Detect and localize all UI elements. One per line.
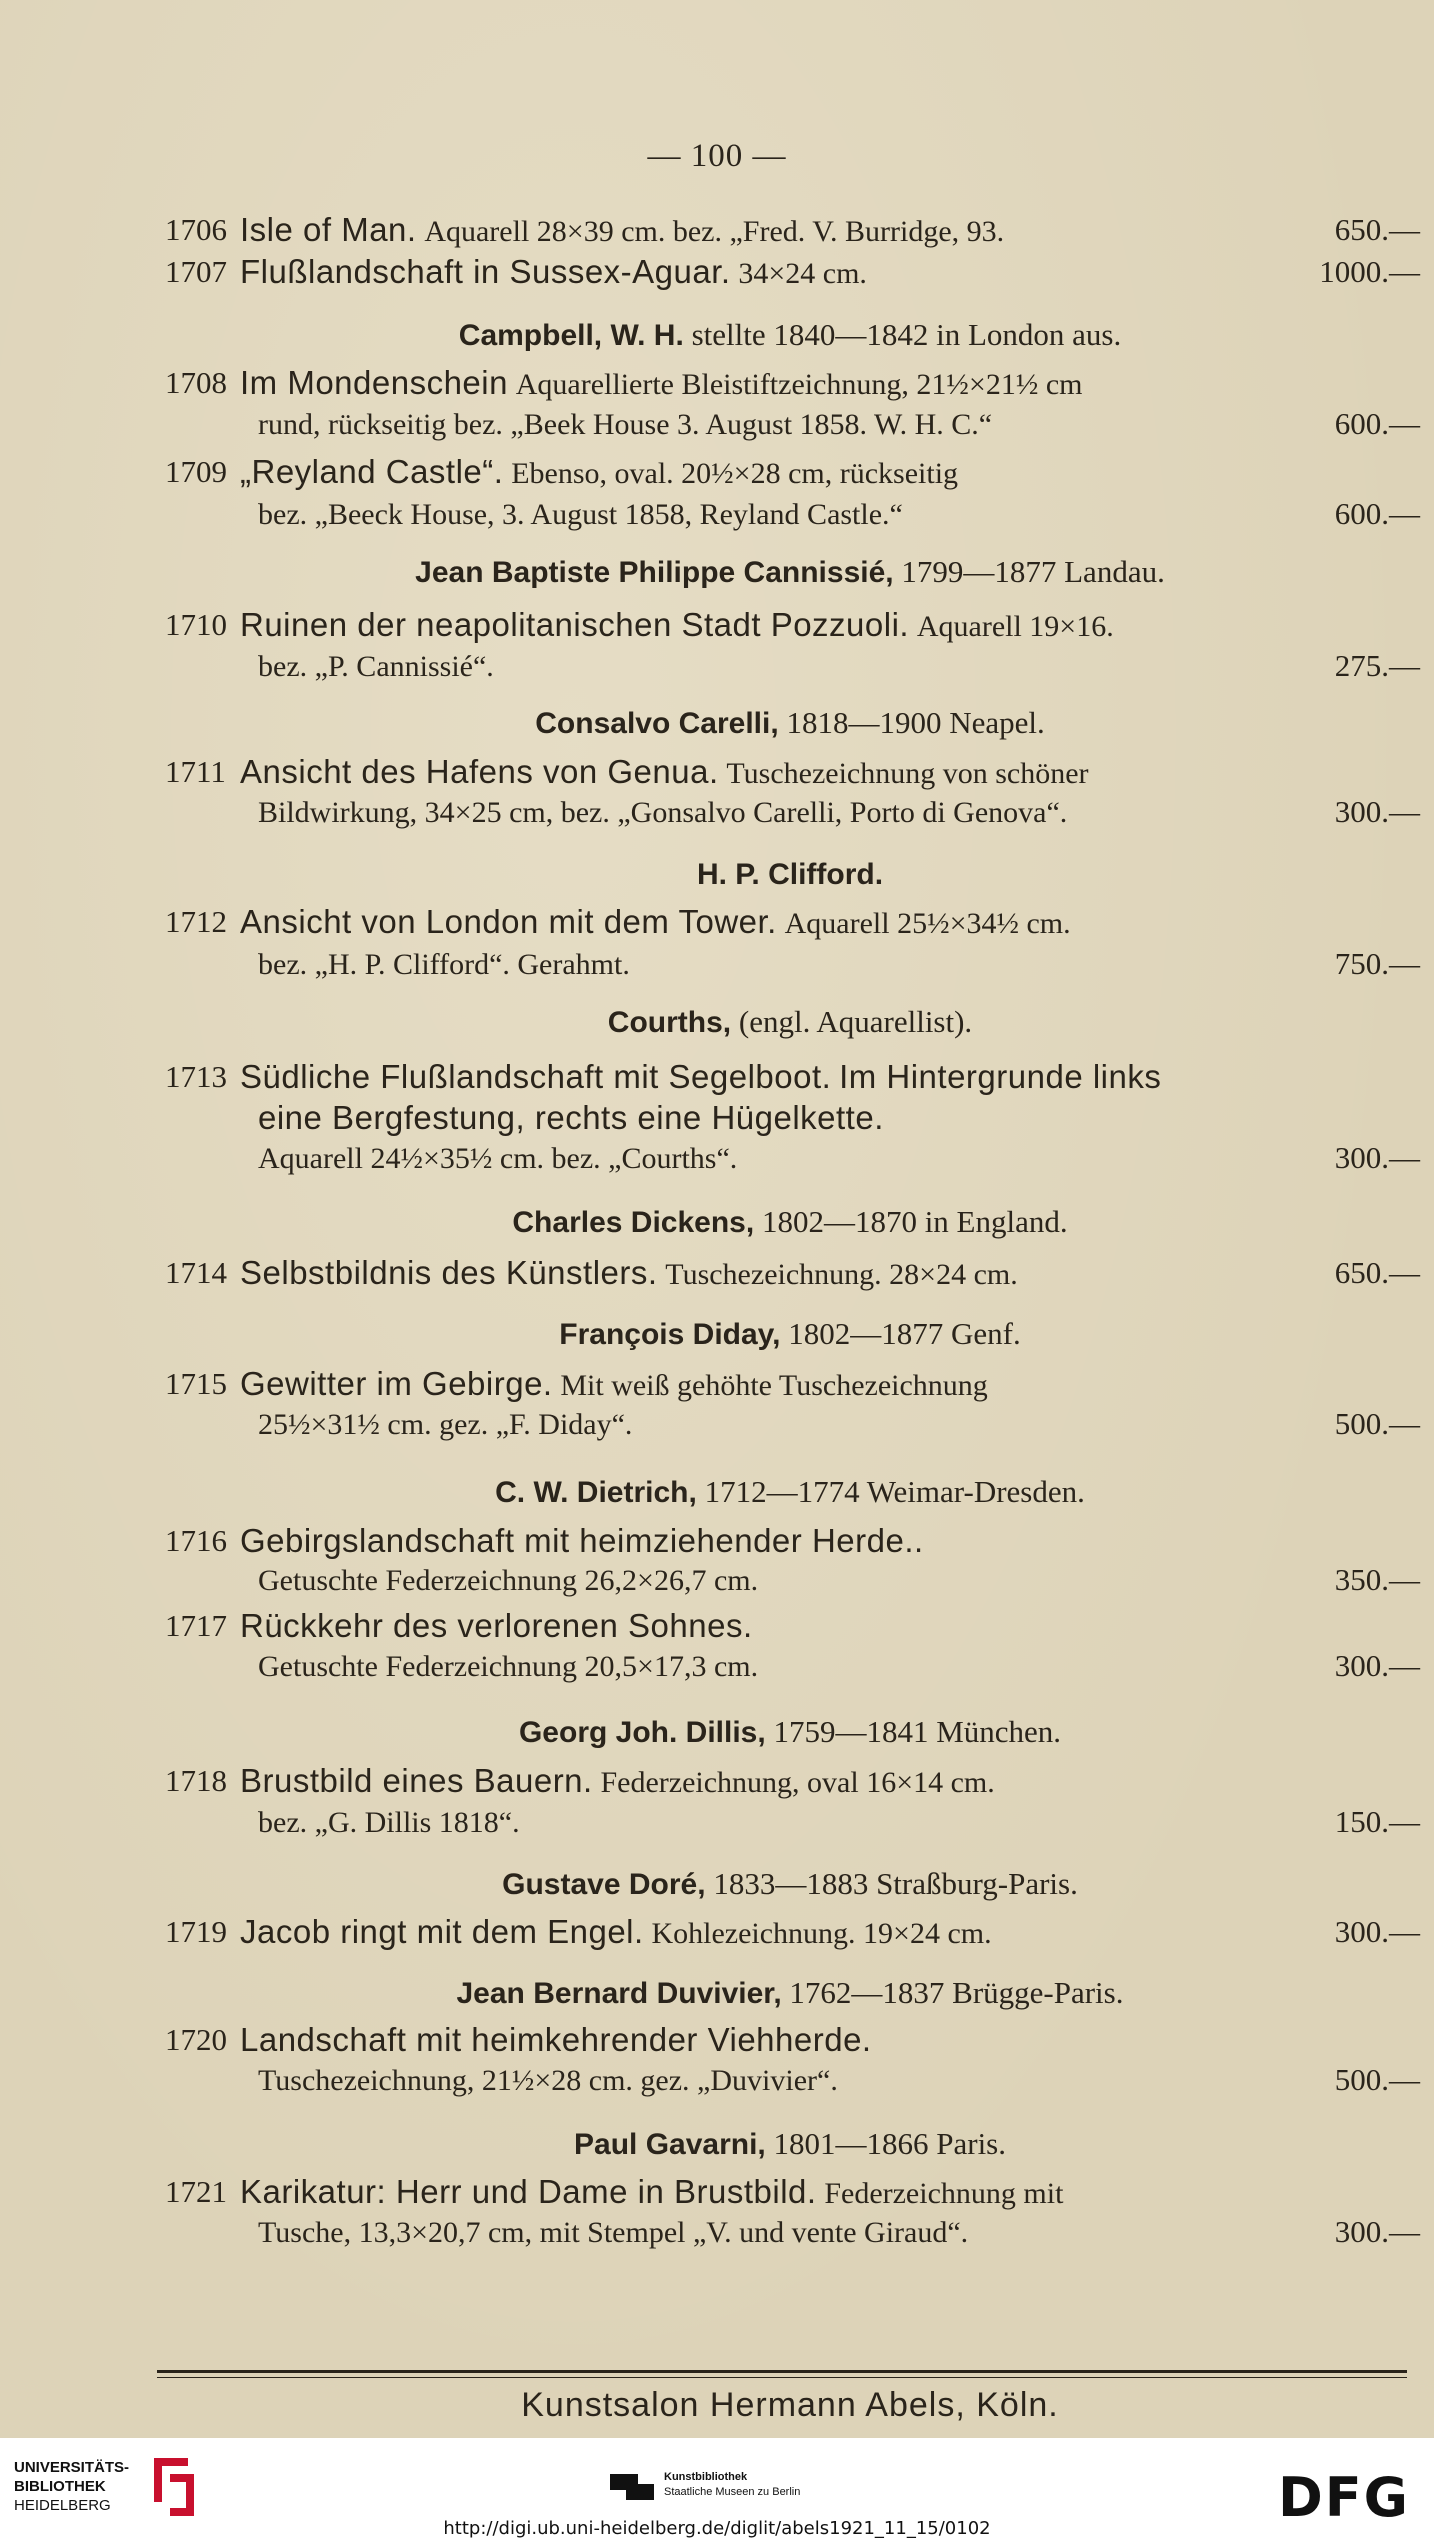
artist-heading bbox=[0, 1002, 1434, 1043]
price: 650.— bbox=[1334, 1255, 1420, 1290]
item-title: eine Bergfestung, rechts eine Hügelkette. bbox=[258, 1099, 884, 1136]
artist-name: François Diday, bbox=[559, 1318, 781, 1351]
item-text bbox=[258, 1802, 520, 1843]
item-title: Isle of Man. bbox=[240, 211, 417, 248]
artist-heading bbox=[0, 1202, 1434, 1243]
artist-dates: 1802—1877 Genf. bbox=[788, 1316, 1021, 1351]
item-text bbox=[240, 1761, 995, 1803]
ub-line3: HEIDELBERG bbox=[14, 2497, 111, 2514]
artist-name: C. W. Dietrich, bbox=[495, 1476, 697, 1509]
footer-rule-thin bbox=[157, 2377, 1407, 2378]
lot-number: 1710 bbox=[165, 607, 227, 642]
item-title: Südliche Flußlandschaft mit Segelboot. bbox=[240, 1058, 832, 1095]
item-description: Ebenso, oval. 20½×28 cm, rückseitig bbox=[511, 457, 959, 490]
item-text bbox=[258, 1560, 758, 1601]
lot-number: 1721 bbox=[165, 2174, 227, 2209]
lot-number: 1711 bbox=[165, 754, 226, 789]
permalink-url[interactable]: http://digi.ub.uni-heidelberg.de/diglit/abels1921_11_15/0102 bbox=[443, 2518, 991, 2539]
item-text bbox=[258, 1138, 737, 1179]
item-text bbox=[240, 2020, 872, 2061]
item-title: Karikatur: Herr und Dame in Brustbild. bbox=[240, 2173, 817, 2210]
item-description: Tusche, 13,3×20,7 cm, mit Stempel „V. und vente Giraud“. bbox=[258, 2216, 969, 2249]
lot-number: 1717 bbox=[165, 1608, 227, 1643]
artist-heading bbox=[0, 1314, 1434, 1355]
price: 275.— bbox=[1334, 648, 1420, 683]
item-text bbox=[240, 452, 958, 494]
lot-number: 1709 bbox=[165, 454, 227, 489]
item-description: rund, rückseitig bez. „Beek House 3. August 1858. W. H. C.“ bbox=[258, 408, 993, 441]
item-text bbox=[258, 2212, 968, 2253]
item-description: Tuschezeichnung, 21½×28 cm. gez. „Duvivier“. bbox=[258, 2064, 838, 2097]
item-description: Aquarell 25½×34½ cm. bbox=[784, 907, 1071, 940]
price: 300.— bbox=[1334, 1648, 1420, 1683]
item-title: Ansicht des Hafens von Genua. bbox=[240, 753, 719, 790]
kunstbibliothek-logo-icon[interactable] bbox=[608, 2472, 656, 2502]
item-text bbox=[258, 2060, 838, 2101]
lot-number: 1720 bbox=[165, 2022, 227, 2057]
digitization-bar bbox=[0, 2438, 1434, 2542]
artist-heading bbox=[0, 1472, 1434, 1513]
item-description: Kohlezeichnung. 19×24 cm. bbox=[651, 1917, 992, 1950]
item-description: Getuschte Federzeichnung 20,5×17,3 cm. bbox=[258, 1650, 759, 1683]
page-number: — 100 — bbox=[647, 138, 787, 174]
item-title: Brustbild eines Bauern. bbox=[240, 1762, 593, 1799]
ub-heidelberg-logo-text[interactable] bbox=[14, 2458, 129, 2515]
item-text bbox=[258, 1404, 632, 1445]
price: 750.— bbox=[1334, 946, 1420, 981]
item-text bbox=[240, 1521, 924, 1562]
item-title: Selbstbildnis des Künstlers. bbox=[240, 1254, 658, 1291]
item-text bbox=[240, 1253, 1018, 1295]
item-description: Mit weiß gehöhte Tuschezeichnung bbox=[560, 1369, 988, 1402]
item-title: „Reyland Castle“. bbox=[240, 453, 504, 490]
artist-dates: 1818—1900 Neapel. bbox=[786, 705, 1045, 740]
artist-heading bbox=[0, 552, 1434, 593]
item-text bbox=[240, 1364, 988, 1406]
artist-dates: 1762—1837 Brügge-Paris. bbox=[789, 1975, 1124, 2010]
price: 150.— bbox=[1334, 1804, 1420, 1839]
artist-name: Jean Baptiste Philippe Cannissié, bbox=[415, 556, 894, 589]
artist-name: Campbell, W. H. bbox=[458, 319, 684, 352]
lot-number: 1708 bbox=[165, 365, 227, 400]
item-text bbox=[240, 1057, 1161, 1098]
artist-heading bbox=[0, 315, 1434, 356]
price: 500.— bbox=[1334, 1406, 1420, 1441]
artist-dates: 1759—1841 München. bbox=[773, 1714, 1062, 1749]
price: 300.— bbox=[1334, 2214, 1420, 2249]
artist-name: Consalvo Carelli, bbox=[535, 707, 779, 740]
kunstbibliothek-text bbox=[664, 2470, 800, 2500]
dfg-logo[interactable]: DFG bbox=[1277, 2466, 1410, 2529]
item-title-extra: Im Hintergrunde links bbox=[839, 1058, 1162, 1095]
price: 600.— bbox=[1334, 406, 1420, 441]
item-description: Tuschezeichnung von schöner bbox=[726, 757, 1089, 790]
artist-dates: 1801—1866 Paris. bbox=[773, 2126, 1006, 2161]
lot-number: 1714 bbox=[165, 1255, 227, 1290]
item-description: Aquarell 19×16. bbox=[916, 610, 1114, 643]
item-title: Ansicht von London mit dem Tower. bbox=[240, 903, 777, 940]
item-description: bez. „Beeck House, 3. August 1858, Reyland Castle.“ bbox=[258, 498, 903, 531]
ub-line2: BIBLIOTHEK bbox=[14, 2478, 106, 2495]
price: 300.— bbox=[1334, 794, 1420, 829]
item-title: Rückkehr des verlorenen Sohnes. bbox=[240, 1607, 753, 1644]
artist-heading bbox=[0, 703, 1434, 744]
price: 300.— bbox=[1334, 1140, 1420, 1175]
price: 500.— bbox=[1334, 2062, 1420, 2097]
lot-number: 1707 bbox=[165, 254, 227, 289]
item-title: Ruinen der neapolitanischen Stadt Pozzuoli. bbox=[240, 606, 910, 643]
artist-name: H. P. Clifford. bbox=[696, 858, 884, 891]
ub-heidelberg-logo-icon[interactable] bbox=[148, 2452, 200, 2522]
item-description: Federzeichnung, oval 16×14 cm. bbox=[600, 1766, 995, 1799]
price: 600.— bbox=[1334, 496, 1420, 531]
item-text bbox=[258, 944, 630, 985]
artist-name: Gustave Doré, bbox=[502, 1868, 706, 1901]
artist-heading bbox=[0, 1712, 1434, 1753]
kb-line1: Kunstbibliothek bbox=[664, 2471, 748, 2483]
item-description: Aquarell 28×39 cm. bez. „Fred. V. Burridge, 93. bbox=[424, 215, 1005, 248]
item-description: bez. „G. Dillis 1818“. bbox=[258, 1806, 520, 1839]
item-text bbox=[240, 1606, 753, 1647]
item-title: Jacob ringt mit dem Engel. bbox=[240, 1913, 644, 1950]
item-title: Gebirgslandschaft mit heimziehender Herde.. bbox=[240, 1522, 924, 1559]
artist-dates: 1712—1774 Weimar-Dresden. bbox=[704, 1474, 1085, 1509]
item-title: Landschaft mit heimkehrender Viehherde. bbox=[240, 2021, 872, 2058]
kb-line2: Staatliche Museen zu Berlin bbox=[664, 2486, 801, 2498]
item-description: bez. „H. P. Clifford“. Gerahmt. bbox=[258, 948, 630, 981]
item-text bbox=[240, 752, 1089, 794]
lot-number: 1718 bbox=[165, 1763, 227, 1798]
item-text bbox=[240, 2172, 1063, 2214]
artist-dates: 1802—1870 in England. bbox=[761, 1204, 1068, 1239]
item-description: Tuschezeichnung. 28×24 cm. bbox=[665, 1258, 1018, 1291]
item-text bbox=[240, 605, 1114, 647]
item-text bbox=[258, 1098, 884, 1139]
artist-heading bbox=[0, 854, 1434, 895]
publisher-footer: Kunstsalon Hermann Abels, Köln. bbox=[521, 2386, 1059, 2424]
item-title: Gewitter im Gebirge. bbox=[240, 1365, 553, 1402]
item-description: Aquarell 24½×35½ cm. bez. „Courths“. bbox=[258, 1142, 738, 1175]
artist-name: Jean Bernard Duvivier, bbox=[456, 1977, 782, 2010]
item-description: Aquarellierte Bleistiftzeichnung, 21½×21½ cm bbox=[515, 368, 1083, 401]
lot-number: 1706 bbox=[165, 212, 227, 247]
artist-heading bbox=[0, 2124, 1434, 2165]
price: 350.— bbox=[1334, 1562, 1420, 1597]
lot-number: 1713 bbox=[165, 1059, 227, 1094]
item-text bbox=[258, 494, 903, 535]
item-description: Federzeichnung mit bbox=[824, 2177, 1064, 2210]
item-text bbox=[258, 1646, 758, 1687]
lot-number: 1712 bbox=[165, 904, 227, 939]
price: 1000.— bbox=[1319, 254, 1420, 289]
item-title: Flußlandschaft in Sussex-Aguar. bbox=[240, 253, 731, 290]
item-description: 25½×31½ cm. gez. „F. Diday“. bbox=[258, 1408, 633, 1441]
item-text bbox=[258, 792, 1067, 833]
artist-heading bbox=[0, 1864, 1434, 1905]
lot-number: 1719 bbox=[165, 1914, 227, 1949]
artist-name: Courths, bbox=[607, 1006, 732, 1039]
item-text bbox=[258, 404, 992, 445]
artist-dates: 1799—1877 Landau. bbox=[901, 554, 1165, 589]
artist-name: Charles Dickens, bbox=[512, 1206, 755, 1239]
item-text bbox=[240, 1912, 992, 1954]
ub-line1: UNIVERSITÄTS- bbox=[14, 2459, 130, 2476]
artist-dates: 1833—1883 Straßburg-Paris. bbox=[713, 1866, 1078, 1901]
footer-rule bbox=[157, 2370, 1407, 2373]
item-title: Im Mondenschein bbox=[240, 364, 508, 401]
lot-number: 1715 bbox=[165, 1366, 227, 1401]
item-description: 34×24 cm. bbox=[738, 257, 867, 290]
item-description: Bildwirkung, 34×25 cm, bez. „Gonsalvo Carelli, Porto di Genova“. bbox=[258, 796, 1068, 829]
item-text bbox=[240, 252, 867, 294]
artist-dates: stellte 1840—1842 in London aus. bbox=[691, 317, 1122, 352]
artist-name: Georg Joh. Dillis, bbox=[518, 1716, 766, 1749]
artist-dates: (engl. Aquarellist). bbox=[738, 1004, 973, 1039]
price: 300.— bbox=[1334, 1914, 1420, 1949]
artist-heading bbox=[0, 1973, 1434, 2014]
price: 650.— bbox=[1334, 212, 1420, 247]
item-description: bez. „P. Cannissié“. bbox=[258, 650, 494, 683]
item-description: Getuschte Federzeichnung 26,2×26,7 cm. bbox=[258, 1564, 759, 1597]
item-text bbox=[240, 363, 1083, 405]
artist-name: Paul Gavarni, bbox=[574, 2128, 766, 2161]
item-text bbox=[240, 902, 1071, 944]
lot-number: 1716 bbox=[165, 1523, 227, 1558]
item-text bbox=[258, 646, 494, 687]
item-text bbox=[240, 210, 1004, 252]
